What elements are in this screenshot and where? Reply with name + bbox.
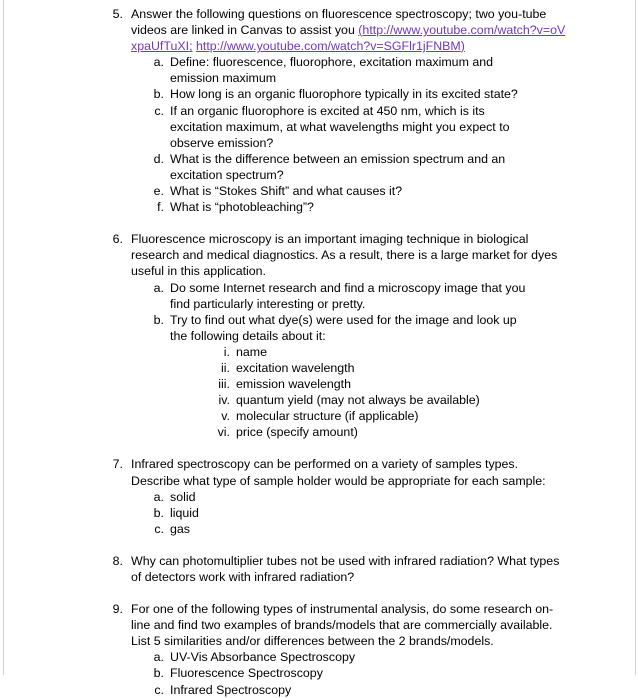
subquestion-text: liquid <box>170 505 199 520</box>
subquestion-item <box>154 521 567 537</box>
subquestion-item <box>153 505 567 521</box>
subquestion-marker: e. <box>153 184 164 199</box>
detail-marker: iv. <box>218 393 230 408</box>
subquestion-text: Define: fluorescence, fluorophore, excitation maximum and emission maximum <box>170 55 494 86</box>
subquestion-list <box>131 649 567 697</box>
subquestion-text: solid <box>170 489 196 504</box>
youtube-link-2[interactable]: http://www.youtube.com/watch?v=SGFlr1jFNBM <box>195 39 461 54</box>
subquestion-text: Fluorescence Spectroscopy <box>170 666 323 681</box>
question-item <box>112 231 639 440</box>
question-text: Why can photomultiplier tubes not be used with infrared radiation? What types of detectors work with infrared radiation? <box>131 553 560 584</box>
question-number: 7. <box>112 457 123 472</box>
subquestion-item <box>153 151 567 183</box>
link-close-paren: ) <box>460 39 465 54</box>
question-number: 9. <box>112 602 123 617</box>
question-item <box>112 553 639 585</box>
subquestion-item <box>157 199 567 215</box>
subquestion-list <box>131 280 567 441</box>
question-text: Infrared spectroscopy can be performed on a variety of samples types. Describe what type of sample holder would be appropriate for each sample: <box>131 457 546 488</box>
subquestion-marker: c. <box>154 682 164 697</box>
detail-marker: v. <box>221 409 230 424</box>
question-item <box>112 601 639 698</box>
subquestion-marker: b. <box>153 87 164 102</box>
question-item <box>112 6 639 215</box>
subquestion-text: What is “photobleaching”? <box>170 200 314 215</box>
question-text: Fluorescence microscopy is an important imaging technique in biological research and medical diagnostics. As a result, there is a large market for dyes useful in this application. <box>131 232 558 279</box>
subquestion-marker: b. <box>153 312 164 327</box>
detail-marker: vi. <box>217 425 230 440</box>
subquestion-item <box>154 103 567 151</box>
detail-marker: iii. <box>218 377 230 392</box>
detail-item <box>218 392 531 408</box>
subquestion-marker: f. <box>157 200 164 215</box>
subquestion-item <box>153 665 567 681</box>
detail-item <box>221 360 531 376</box>
subquestion-item <box>153 312 567 441</box>
subquestion-marker: b. <box>153 666 164 681</box>
subquestion-text: UV-Vis Absorbance Spectroscopy <box>170 650 356 665</box>
subquestion-marker: a. <box>153 489 164 504</box>
subquestion-text: gas <box>170 521 190 536</box>
detail-marker: i. <box>223 344 230 359</box>
question-number: 6. <box>112 232 123 247</box>
detail-text: price (specify amount) <box>236 425 358 440</box>
detail-text: name <box>236 344 267 359</box>
link-separator: ; <box>189 39 193 54</box>
subquestion-marker: a. <box>153 280 164 295</box>
question-number: 5. <box>112 7 123 21</box>
detail-text: emission wavelength <box>236 377 352 392</box>
subquestion-marker: a. <box>153 650 164 665</box>
subquestion-text: What is the difference between an emission spectrum and an excitation spectrum? <box>170 151 506 182</box>
subquestion-item <box>153 280 567 312</box>
subquestion-text: What is “Stokes Shift” and what causes it? <box>170 184 403 199</box>
subquestion-text: Do some Internet research and find a microscopy image that you find particularly interesting or pretty. <box>170 280 526 311</box>
subquestion-list <box>131 489 567 537</box>
detail-item <box>218 376 531 392</box>
detail-text: quantum yield (may not always be available) <box>236 393 480 408</box>
question-list <box>0 6 639 698</box>
subquestion-marker: d. <box>153 151 164 166</box>
subquestion-text: How long is an organic fluorophore typically in its excited state? <box>170 87 518 102</box>
detail-text: molecular structure (if applicable) <box>236 409 419 424</box>
subquestion-marker: c. <box>154 103 164 118</box>
subquestion-item <box>153 183 567 199</box>
subquestion-item <box>153 54 567 86</box>
detail-text: excitation wavelength <box>236 360 355 375</box>
subquestion-marker: b. <box>153 505 164 520</box>
youtube-link-1[interactable]: http://www.youtube.com/watch?v=oVxpaUfTuXI <box>131 23 566 54</box>
question-item <box>112 456 639 536</box>
detail-marker: ii. <box>221 360 230 375</box>
question-number: 8. <box>112 553 123 568</box>
subquestion-list <box>131 54 567 215</box>
link-open-paren: ( <box>358 23 363 38</box>
question-text: Answer the following questions on fluorescence spectroscopy; two you-tube videos are linked in Canvas to assist you <box>131 7 547 38</box>
detail-item <box>217 424 531 440</box>
question-text: For one of the following types of instrumental analysis, do some research on-line and find two examples of brands/models that are commercially available. List 5 similarities and/or differences between the 2 brands/models. <box>131 602 554 649</box>
detail-item <box>223 344 531 360</box>
subquestion-text: Try to find out what dye(s) were used for the image and look up the following details about it: <box>170 312 517 343</box>
subquestion-marker: a. <box>153 55 164 70</box>
subquestion-item <box>154 682 567 698</box>
subquestion-item <box>153 489 567 505</box>
subquestion-item <box>153 649 567 665</box>
detail-item <box>221 408 531 424</box>
detail-list <box>170 344 531 441</box>
subquestion-item <box>153 86 567 102</box>
subquestion-marker: c. <box>154 521 164 536</box>
subquestion-text: If an organic fluorophore is excited at 450 nm, which is its excitation maximum, at what wavelengths might you expect to observe emission? <box>170 103 510 150</box>
subquestion-text: Infrared Spectroscopy <box>170 682 292 697</box>
